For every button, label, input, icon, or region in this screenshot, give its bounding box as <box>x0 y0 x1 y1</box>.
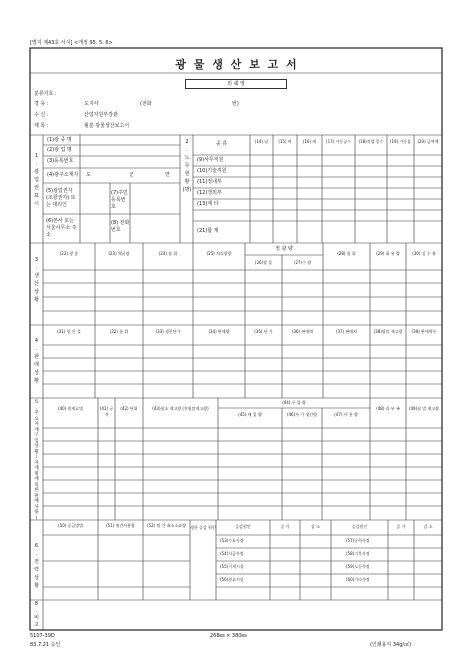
col-sales-volume: (34) 판매량 <box>208 329 230 334</box>
production-factor-label: 생산 증감 원인 <box>190 525 216 530</box>
col-month-start-stock: (43)월초 재고량 (전월말재고량) <box>152 406 209 411</box>
row-tech-staff: (10)기술직원 <box>197 168 227 174</box>
row-outer-workers: (12)갱외부 <box>197 190 222 196</box>
col-supply-method: (50) 공급방법 <box>58 523 83 528</box>
resident-id-label: (7)주민 등록번호 <box>111 190 128 210</box>
col-male: (14) 남 <box>254 139 269 144</box>
paper-size: 268㎜ × 380㎜ <box>210 633 247 639</box>
paper-type: (인쇄용지 34g/㎡) <box>370 642 412 648</box>
col-material-name: (40) 원재료명 <box>58 406 83 411</box>
col-grade-2: (28) 품 위 <box>337 251 356 256</box>
row-other: (13)계 타 <box>197 201 219 207</box>
col-increase-2: 증 가 <box>396 524 406 529</box>
factor-raw-materials: (56)원료시설 <box>220 577 244 582</box>
factor-weather: (58)기후사정 <box>346 551 370 556</box>
col-min-requirement: (52) 월 간 최소소요량 <box>146 523 187 528</box>
col-processed-amount: (25) 처리광량 <box>206 251 232 256</box>
row-grand-total: (21)합 계 <box>197 228 219 234</box>
location-label: (4)광구소재지 <box>47 172 79 178</box>
col-purchased: (45) 매 입 량 <box>238 412 262 417</box>
class-label: 분류기호 : <box>34 91 57 97</box>
reg-number-label: (3)등록번호 <box>47 158 74 164</box>
gun-label: 군 <box>129 172 134 178</box>
factor-labor: (59)노동사정 <box>346 564 370 569</box>
col-mineral-type: (22) 광 종 <box>59 251 79 256</box>
secret-stamp: 외 쉐 영 <box>185 79 287 89</box>
office-address-label: (6)본사 또는 서울사무소 주소 <box>46 218 77 238</box>
col-self-produced: (46)자 가 생산량 <box>286 412 318 417</box>
mine-name-label: (2)광 업 명 <box>47 147 72 153</box>
col-buyer: (37) 판매처 <box>335 329 358 334</box>
factor-power: (57)동력사정 <box>346 538 370 543</box>
col-yield: (30) 실 수 율 <box>412 251 436 256</box>
form-reference: [별지 제43호 서식] <개정 95. 5. 6> <box>30 40 113 46</box>
col-sales-station: (39) 판매역두 <box>411 329 437 334</box>
factor-funds: (54)자금사정 <box>220 551 244 556</box>
col-surplus-deficit: (48) 과 부 족 <box>376 406 400 411</box>
page-title: 광 물 생 산 보 고 서 <box>175 58 299 71</box>
to-label: 수 신 : <box>34 112 49 118</box>
col-sale-grade: (32) 품 위 <box>109 329 129 334</box>
col-utilization: (19) 가동률 <box>389 139 412 144</box>
approval-date: 83.7.21 승인 <box>30 642 61 648</box>
col-quantity: (27)수 량 <box>293 260 312 265</box>
factor-machinery: (55)기계시설 <box>220 564 244 569</box>
form-code: 5107-39D <box>30 633 55 639</box>
col-spec: (41) 규 격 <box>99 406 114 417</box>
col-month-end-stock: (38)월말 재고량 <box>373 329 403 334</box>
do-label: 도 <box>86 172 91 178</box>
phone-suffix: 번) <box>232 101 239 107</box>
via-value: 도지사 <box>84 101 99 107</box>
col-mined-amount: (23) 채굴량 <box>108 251 130 256</box>
col-month-end-stock-2: (49)월 말 재고량 <box>408 406 440 411</box>
section6-label: 6 . 전 력 상 황 <box>34 543 39 589</box>
factor-other: (60)기타사정 <box>346 577 370 582</box>
section3-label: 3 . 생 산 상 황 <box>34 257 39 303</box>
col-unit-cost: (33) 생산단가 <box>155 329 181 334</box>
phone-label: (전화 <box>140 101 152 107</box>
concentrate-header: 정 광 량 <box>275 246 293 252</box>
col-used: (47) 사 용 량 <box>334 412 358 417</box>
to-value: 산업자원부장관 <box>84 112 118 118</box>
col-decrease: 감 소 <box>311 524 320 529</box>
col-change-reason-2: 증감원인 <box>351 524 368 529</box>
section2-label: 2 . 노 무 현 황 (명) <box>182 139 192 193</box>
section1-label: 1 . 광 업 권 표 시 <box>34 153 39 207</box>
mineral-name-label: (1)광 종 명 <box>47 137 72 143</box>
col-monthly-usage: (51) 월간사용량 <box>106 523 135 528</box>
col-sales-amount: (36) 판매액 <box>291 329 314 334</box>
holder-label: (5)광업권자 (조광권자) 또는 대리인 <box>46 188 76 208</box>
via-label: 경 유 : <box>34 101 49 107</box>
subject-value: 월분 광물생산보고서 <box>84 123 130 129</box>
col-recovery: (29) 회 유 량 <box>376 251 400 256</box>
col-female: (15) 여 <box>278 139 292 144</box>
col-unit: (42) 단위 <box>120 406 138 411</box>
col-increase: 증 가 <box>280 524 290 529</box>
col-total: (16) 계 <box>302 139 317 144</box>
col-mineral-product: (31) 광 산 물 <box>57 329 81 334</box>
col-workdays: (17) 가동공수 <box>326 139 351 144</box>
factor-demand: (53)수요사정 <box>220 538 244 543</box>
section8-label: 8 . 비 고 <box>34 601 39 628</box>
col-change-reason: 증감원인 <box>235 524 251 529</box>
col-unit-price: (35) 단 가 <box>254 329 273 334</box>
purchase-header: (44) 구 입 량 <box>282 400 306 405</box>
col-grade: (24) 품 위 <box>158 251 178 256</box>
labor-type-header: 종 류 <box>215 141 228 147</box>
section4-label: 4 . 판 매 상 황 <box>34 338 39 384</box>
phone-number-label: (8) 전화번호 <box>111 220 130 233</box>
row-office-staff: (9)사무직원 <box>197 157 224 163</box>
subject-label: 제 목 : <box>34 123 49 129</box>
col-payroll: (20) 급여액 <box>417 139 439 144</box>
col-decrease-2: 감 소 <box>423 524 433 529</box>
section5-label: 5 . 주 요 자 재 구 입 상 황 ( 자 재 명 에 의 한 판 매 사 용 ) <box>34 400 39 521</box>
col-workdays-count: (18)작업 일수 <box>358 139 384 144</box>
myeon-label: 면 <box>165 172 170 178</box>
col-mineral: (26)광 물 <box>254 260 273 265</box>
row-inner-workers: (11)정내부 <box>197 179 222 185</box>
